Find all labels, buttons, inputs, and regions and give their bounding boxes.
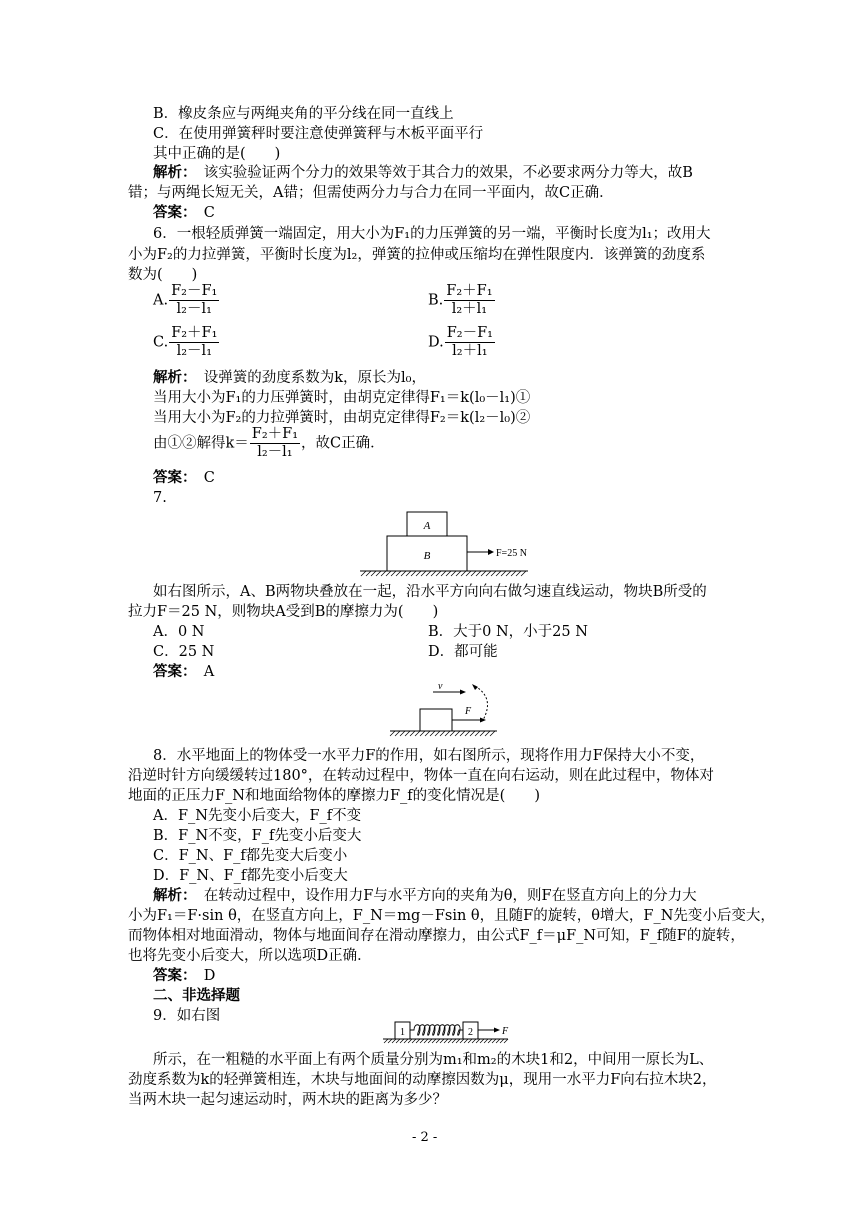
hatch-line	[464, 1039, 468, 1043]
hatch-line	[425, 731, 430, 736]
q6-option-d	[428, 325, 496, 360]
hatch-line	[408, 1039, 412, 1043]
analysis-label: 解析：	[153, 369, 190, 386]
hatch-line	[406, 571, 411, 576]
fraction-denominator: l₂－l₁	[257, 444, 293, 460]
q8-block	[420, 709, 452, 731]
hatch-line	[456, 571, 461, 576]
hatch-line	[451, 571, 456, 576]
analysis-text: 在转动过程中，设作用力F与水平方向的夹角为θ，则F在竖直方向上的分力大	[189, 888, 697, 904]
q8-stem-3: 地面的正压力F_N和地面给物体的摩擦力F_f的变化情况是( )	[128, 788, 540, 804]
block-b-label: B	[423, 550, 431, 562]
hatch-line	[416, 1039, 420, 1043]
hatch-line	[465, 731, 470, 736]
analysis-label: 解析：	[153, 164, 190, 181]
hatch-line	[471, 571, 476, 576]
q7-option-b: B．大于0 N，小于25 N	[428, 624, 588, 640]
fraction	[169, 283, 219, 318]
hatch-line	[426, 571, 431, 576]
hatch-line	[456, 1039, 460, 1043]
hatch-line	[436, 571, 441, 576]
q8-analysis-3: 而物体相对地面滑动，物体与地面间存在滑动摩擦力，由公式F_f＝μF_N可知，F_f随F的旋转，	[128, 928, 745, 944]
q8-stem-2: 沿逆时针方向缓缓转过180°，在转动过程中，物体一直在向右运动，则在此过程中，物体对	[128, 768, 714, 784]
hatch-line	[430, 731, 435, 736]
q8-option-d: D．F_N、F_f都先变小后变大	[153, 868, 348, 884]
fraction	[445, 325, 495, 360]
hatch-line	[444, 1039, 448, 1043]
hatch-line	[410, 731, 415, 736]
q8-analysis-4: 也将先变小后变大，所以选项D正确．	[128, 948, 372, 964]
q9-stem-3: 当两木块一起匀速运动时，两木块的距离为多少？	[128, 1092, 447, 1108]
hatch-line	[484, 1039, 488, 1043]
hatch-line	[496, 571, 501, 576]
ground-hatch	[384, 1039, 508, 1043]
hatch-line	[455, 731, 460, 736]
section-heading: 二、非选择题	[153, 987, 240, 1004]
force-arrowhead	[488, 549, 494, 555]
hatch-line	[468, 1039, 472, 1043]
hatch-line	[496, 1039, 500, 1043]
hatch-line	[361, 571, 366, 576]
q7-stem-1: 如右图所示，A、B两物块叠放在一起，沿水平方向向右做匀速直线运动，物块B所受的	[153, 584, 707, 600]
rotation-arrowhead	[472, 684, 478, 690]
hatch-line	[476, 571, 481, 576]
hatch-line	[511, 571, 516, 576]
q6-analysis-1	[153, 368, 426, 388]
fraction	[250, 426, 300, 461]
hatch-line	[450, 731, 455, 736]
hatch-line	[472, 1039, 476, 1043]
hatch-line	[420, 1039, 424, 1043]
q9-stem-2: 劲度系数为k的轻弹簧相连，木块与地面间的动摩擦因数为μ，现用一水平力F向右拉木块2，	[128, 1072, 717, 1088]
hatch-line	[416, 571, 421, 576]
q6-option-a	[153, 283, 220, 318]
hatch-line	[421, 571, 426, 576]
hatch-line	[461, 571, 466, 576]
q6-analysis-2: 当用大小为F₁的力压弹簧时，由胡克定律得F₁＝k(l₀－l₁)①	[153, 390, 531, 406]
hatch-line	[411, 571, 416, 576]
hatch-line	[460, 731, 465, 736]
q7-option-a: A．0 N	[153, 624, 205, 640]
hatch-line	[420, 731, 425, 736]
hatch-line	[366, 571, 371, 576]
q5-option-b: B．橡皮条应与两绳夹角的平分线在同一直线上	[153, 106, 454, 122]
force-label: F	[502, 1026, 509, 1037]
hatch-line	[486, 571, 491, 576]
hatch-line	[432, 1039, 436, 1043]
force-arrowhead	[494, 1028, 500, 1033]
block-a-label: A	[423, 520, 431, 532]
answer-label: 答案：	[153, 204, 190, 221]
answer-label: 答案：	[153, 967, 190, 984]
hatch-line	[506, 571, 511, 576]
q8-option-b: B．F_N不变，F_f先变小后变大	[153, 828, 362, 844]
force-label: F=25 N	[496, 548, 527, 559]
hatch-line	[488, 1039, 492, 1043]
hatch-line	[501, 571, 506, 576]
fraction-numerator: F₂＋F₁	[171, 325, 218, 341]
ground-hatch	[390, 731, 495, 736]
hatch-line	[470, 731, 475, 736]
hatch-line	[481, 571, 486, 576]
q8-figure	[385, 680, 505, 740]
hatch-line	[392, 1039, 396, 1043]
answer-value: C	[189, 470, 215, 486]
hatch-line	[435, 731, 440, 736]
hatch-line	[440, 1039, 444, 1043]
hatch-line	[386, 571, 391, 576]
ground-hatch	[361, 571, 526, 576]
q6-option-c	[153, 325, 220, 360]
fraction-numerator: F₂＋F₁	[446, 283, 493, 299]
analysis-text: 设弹簧的劲度系数为k，原长为l₀，	[189, 370, 426, 386]
force-arrowhead	[480, 718, 486, 723]
fraction	[444, 283, 494, 318]
q7-stem-2: 拉力F＝25 N，则物块A受到B的摩擦力为( )	[128, 604, 439, 620]
hatch-line	[428, 1039, 432, 1043]
hatch-line	[480, 1039, 484, 1043]
analysis-text: 由①②解得k＝	[153, 435, 249, 452]
answer-value: D	[189, 968, 216, 984]
fraction-denominator: l₂－l₁	[176, 343, 213, 359]
hatch-line	[500, 1039, 504, 1043]
hatch-line	[440, 731, 445, 736]
q8-option-c: C．F_N、F_f都先变大后变小	[153, 848, 348, 864]
hatch-line	[521, 571, 526, 576]
q6-stem-3: 数为( )	[128, 267, 198, 283]
q6-option-b	[428, 283, 496, 318]
option-letter: D.	[428, 334, 444, 351]
velocity-arrowhead	[460, 690, 466, 695]
fraction-denominator: l₂＋l₁	[451, 301, 488, 317]
q6-analysis-4	[153, 426, 385, 461]
option-letter: A.	[153, 292, 169, 309]
q8-analysis-1	[153, 886, 697, 906]
option-letter: B.	[428, 292, 444, 309]
q5-analysis-2: 错；与两绳长短无关，A错；但需使两分力与合力在同一平面内，故C正确．	[128, 185, 614, 201]
hatch-line	[415, 731, 420, 736]
hatch-line	[396, 1039, 400, 1043]
q7-number: 7.	[153, 490, 167, 506]
q5-ask: 其中正确的是( )	[153, 146, 281, 162]
hatch-line	[405, 731, 410, 736]
force-label: F	[465, 706, 472, 717]
hatch-line	[475, 731, 480, 736]
hatch-line	[371, 571, 376, 576]
hatch-line	[400, 1039, 404, 1043]
q5-answer	[153, 203, 215, 223]
hatch-line	[381, 571, 386, 576]
hatch-line	[452, 1039, 456, 1043]
hatch-line	[490, 731, 495, 736]
answer-label: 答案：	[153, 663, 190, 680]
hatch-line	[412, 1039, 416, 1043]
q9-figure	[378, 1018, 518, 1048]
hatch-line	[401, 571, 406, 576]
hatch-line	[480, 731, 485, 736]
answer-value: A	[189, 664, 215, 680]
hatch-line	[395, 731, 400, 736]
q7-answer	[153, 662, 214, 682]
hatch-line	[485, 731, 490, 736]
q9-stem-1: 所示，在一粗糙的水平面上有两个质量分别为m₁和m₂的木块1和2，中间用一原长为L、	[153, 1052, 714, 1068]
q8-option-a: A．F_N先变小后变大，F_f不变	[153, 808, 362, 824]
fraction-numerator: F₂＋F₁	[251, 426, 299, 442]
hatch-line	[441, 571, 446, 576]
q7-option-c: C．25 N	[153, 644, 215, 660]
q8-analysis-2: 小为F₁＝F·sin θ，在竖直方向上，F_N＝mg－Fsin θ，且随F的旋转，θ增大，F_N先变小后变大，	[128, 908, 775, 924]
hatch-line	[476, 1039, 480, 1043]
q6-answer	[153, 468, 215, 488]
spring	[410, 1025, 463, 1036]
q7-figure	[360, 508, 600, 578]
hatch-line	[404, 1039, 408, 1043]
q6-stem-1: 6．一根轻质弹簧一端固定，用大小为F₁的力压弹簧的另一端，平衡时长度为l₁；改用大	[153, 226, 711, 242]
block-2-label: 2	[468, 1027, 473, 1038]
velocity-label: v	[438, 681, 443, 692]
hatch-line	[492, 1039, 496, 1043]
q5-analysis-1	[153, 163, 693, 183]
hatch-line	[460, 1039, 464, 1043]
hatch-line	[491, 571, 496, 576]
hatch-line	[391, 571, 396, 576]
option-letter: C.	[153, 334, 169, 351]
hatch-line	[445, 731, 450, 736]
hatch-line	[390, 731, 395, 736]
hatch-line	[504, 1039, 508, 1043]
fraction	[169, 325, 219, 360]
q8-answer	[153, 966, 215, 986]
fraction-numerator: F₂－F₁	[171, 283, 218, 299]
hatch-line	[431, 571, 436, 576]
answer-label: 答案：	[153, 469, 190, 486]
hatch-line	[388, 1039, 392, 1043]
q6-analysis-3: 当用大小为F₂的力拉弹簧时，由胡克定律得F₂＝k(l₂－l₀)②	[153, 410, 531, 426]
hatch-line	[396, 571, 401, 576]
q7-option-d: D．都可能	[428, 644, 498, 660]
answer-value: C	[189, 205, 215, 221]
fraction-numerator: F₂－F₁	[446, 325, 493, 341]
analysis-text: 该实验验证两个分力的效果等效于其合力的效果，不必要求两分力等大，故B	[189, 165, 693, 181]
analysis-label: 解析：	[153, 887, 190, 904]
hatch-line	[400, 731, 405, 736]
hatch-line	[448, 1039, 452, 1043]
q9-stem-0: 9．如右图	[153, 1008, 221, 1024]
hatch-line	[384, 1039, 388, 1043]
fraction-denominator: l₂＋l₁	[452, 343, 488, 359]
hatch-line	[376, 571, 381, 576]
hatch-line	[446, 571, 451, 576]
block-1-label: 1	[400, 1027, 405, 1038]
hatch-line	[424, 1039, 428, 1043]
page-number: - 2 -	[412, 1130, 438, 1145]
hatch-line	[436, 1039, 440, 1043]
fraction-denominator: l₂－l₁	[176, 301, 212, 317]
hatch-line	[466, 571, 471, 576]
analysis-text: ，故C正确．	[301, 435, 385, 452]
q8-stem-1: 8．水平地面上的物体受一水平力F的作用，如右图所示，现将作用力F保持大小不变，	[153, 748, 705, 764]
q5-option-c: C．在使用弹簧秤时要注意使弹簧秤与木板平面平行	[153, 126, 484, 142]
q6-stem-2: 小为F₂的力拉弹簧，平衡时长度为l₂，弹簧的拉伸或压缩均在弹性限度内．该弹簧的劲度系	[128, 247, 706, 263]
hatch-line	[516, 571, 521, 576]
rotation-arc	[475, 686, 488, 720]
